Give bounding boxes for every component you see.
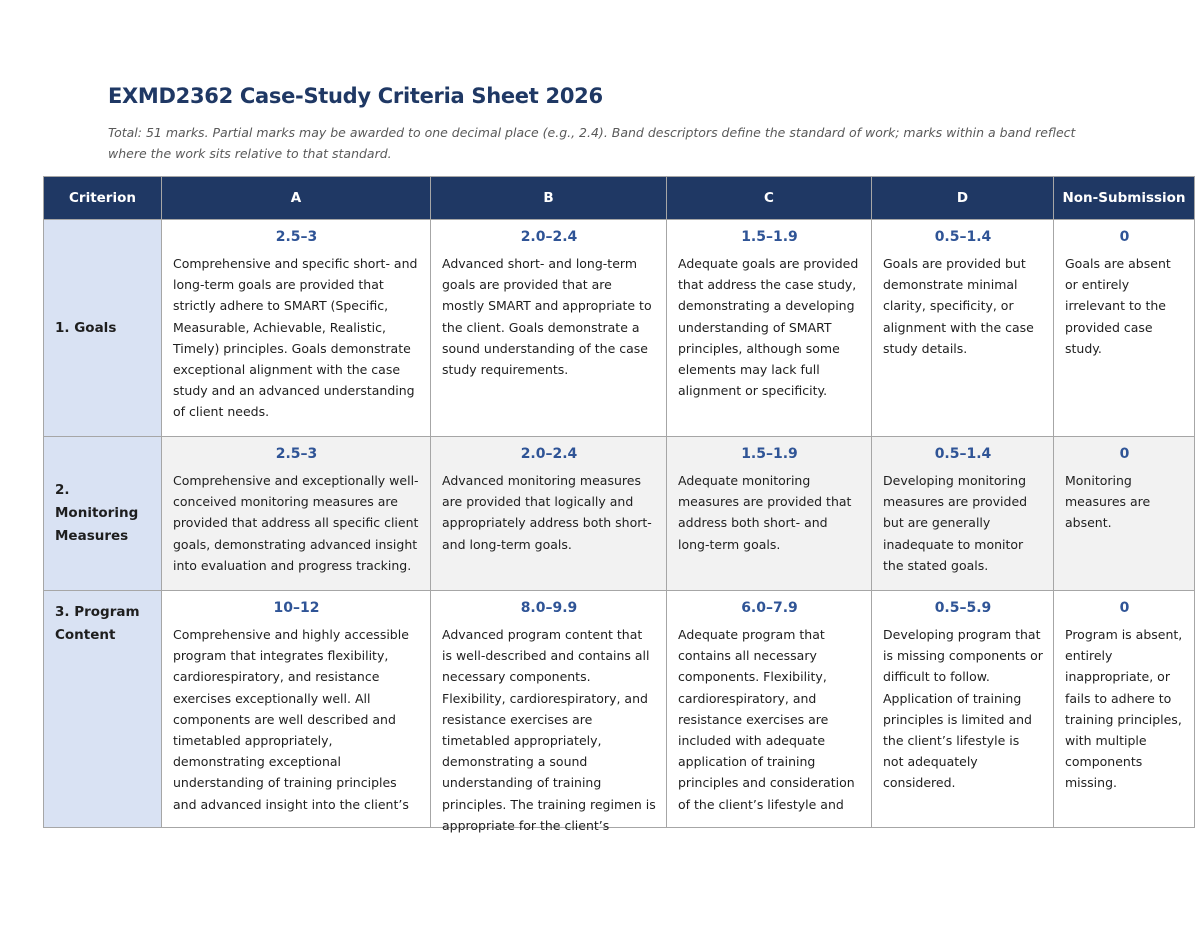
cell-program-c <box>667 591 872 828</box>
score-range: 0.5–5.9 <box>934 600 992 616</box>
table-row-monitoring <box>44 437 1195 591</box>
score-range: 2.5–3 <box>275 229 318 245</box>
cell-program-b <box>431 591 667 833</box>
band-descriptor: Comprehensive and specific short- and long-term goals are provided that strictly adhere to SMART (Specific, Measurable, Achievable, Realistic, Timely) principles. Goals demonstrate exceptional alignment with the case study and an advanced understanding of client needs. <box>173 256 418 420</box>
band-descriptor: Comprehensive and highly accessible program that integrates flexibility, cardiorespiratory, and resistance exercises exceptionally well. All components are well described and timetabled appropriately, demonstrating exceptional understanding of training principles and advanced insight into the client’s <box>173 627 409 812</box>
header-band-b: B <box>431 177 667 220</box>
header-criterion: Criterion <box>44 177 162 220</box>
band-descriptor: Advanced short- and long-term goals are provided that are mostly SMART and appropriate to the client. Goals demonstrate a sound understanding of the case study requirements. <box>442 256 652 378</box>
criterion-goals: 1. Goals <box>44 220 162 437</box>
band-descriptor: Comprehensive and exceptionally well-conceived monitoring measures are provided that address all specific client goals, demonstrating advanced insight into evaluation and progress tracking. <box>173 473 419 573</box>
page-title: EXMD2362 Case-Study Criteria Sheet 2026 <box>108 84 603 108</box>
band-descriptor: Adequate monitoring measures are provided that address both short- and long-term goals. <box>678 473 852 552</box>
score-range: 1.5–1.9 <box>741 229 798 245</box>
score-range: 0.5–1.4 <box>934 446 992 462</box>
cell-program-non-submission <box>1054 591 1195 828</box>
cell-monitoring-b <box>431 437 667 591</box>
band-descriptor: Adequate program that contains all necessary components. Flexibility, cardiorespiratory, and resistance exercises are included with adequate application of training principles and consideration of the client’s lifestyle and <box>678 627 855 812</box>
band-descriptor: Developing program that is missing components or difficult to follow. Application of training principles is limited and the client’s lifestyle is not adequately considered. <box>883 627 1043 791</box>
band-descriptor: Program is absent, entirely inappropriate, or fails to adhere to training principles, with multiple components missing. <box>1065 627 1183 791</box>
score-range: 8.0–9.9 <box>520 600 578 616</box>
score-range: 2.0–2.4 <box>520 229 578 245</box>
cell-program-a <box>162 591 431 828</box>
band-descriptor: Monitoring measures are absent. <box>1065 473 1151 531</box>
cell-goals-a <box>162 220 431 437</box>
header-band-d: D <box>872 177 1054 220</box>
band-descriptor: Goals are absent or entirely irrelevant to the provided case study. <box>1065 256 1171 356</box>
cell-program-d <box>872 591 1054 828</box>
header-non-submission: Non-Submission <box>1054 177 1195 220</box>
page-subtitle: Total: 51 marks. Partial marks may be awarded to one decimal place (e.g., 2.4). Band descriptors define the standard of work; marks within a band reflect where the work sits relative to that standard. <box>108 125 1076 161</box>
band-descriptor: Advanced monitoring measures are provided that logically and appropriately address both short- and long-term goals. <box>442 473 652 552</box>
cell-monitoring-non-submission <box>1054 437 1195 591</box>
cell-monitoring-a <box>162 437 431 591</box>
cell-monitoring-d <box>872 437 1054 591</box>
table-row-program <box>44 591 1195 828</box>
score-range: 2.5–3 <box>275 446 318 462</box>
band-descriptor: Goals are provided but demonstrate minimal clarity, specificity, or alignment with the case study details. <box>883 256 1034 356</box>
header-band-a: A <box>162 177 431 220</box>
criterion-monitoring: 2. Monitoring Measures <box>44 437 162 591</box>
cell-monitoring-c <box>667 437 872 591</box>
band-descriptor: Adequate goals are provided that address the case study, demonstrating a developing understanding of SMART principles, although some elements may lack full alignment or specificity. <box>678 256 859 399</box>
header-band-c: C <box>667 177 872 220</box>
band-descriptor: Developing monitoring measures are provided but are generally inadequate to monitor the stated goals. <box>883 473 1028 573</box>
score-range: 0 <box>1119 600 1130 616</box>
band-descriptor: Advanced program content that is well-described and contains all necessary components. Flexibility, cardiorespiratory, and resistance exercises are timetabled appropriately, demonstrating a sound understanding of training principles. The training regimen is appropriate for the client’s <box>442 627 656 833</box>
criteria-table <box>43 176 1195 833</box>
cell-goals-non-submission <box>1054 220 1195 437</box>
score-range: 0 <box>1119 229 1130 245</box>
cell-goals-d <box>872 220 1054 437</box>
score-range: 6.0–7.9 <box>741 600 798 616</box>
table-row-goals <box>44 220 1195 437</box>
score-range: 0.5–1.4 <box>934 229 992 245</box>
score-range: 10–12 <box>273 600 320 616</box>
score-range: 2.0–2.4 <box>520 446 578 462</box>
criterion-program: 3. Program Content <box>44 591 162 828</box>
cell-goals-b <box>431 220 667 437</box>
header-row <box>44 177 1195 220</box>
score-range: 1.5–1.9 <box>741 446 798 462</box>
score-range: 0 <box>1119 446 1130 462</box>
cell-goals-c <box>667 220 872 437</box>
